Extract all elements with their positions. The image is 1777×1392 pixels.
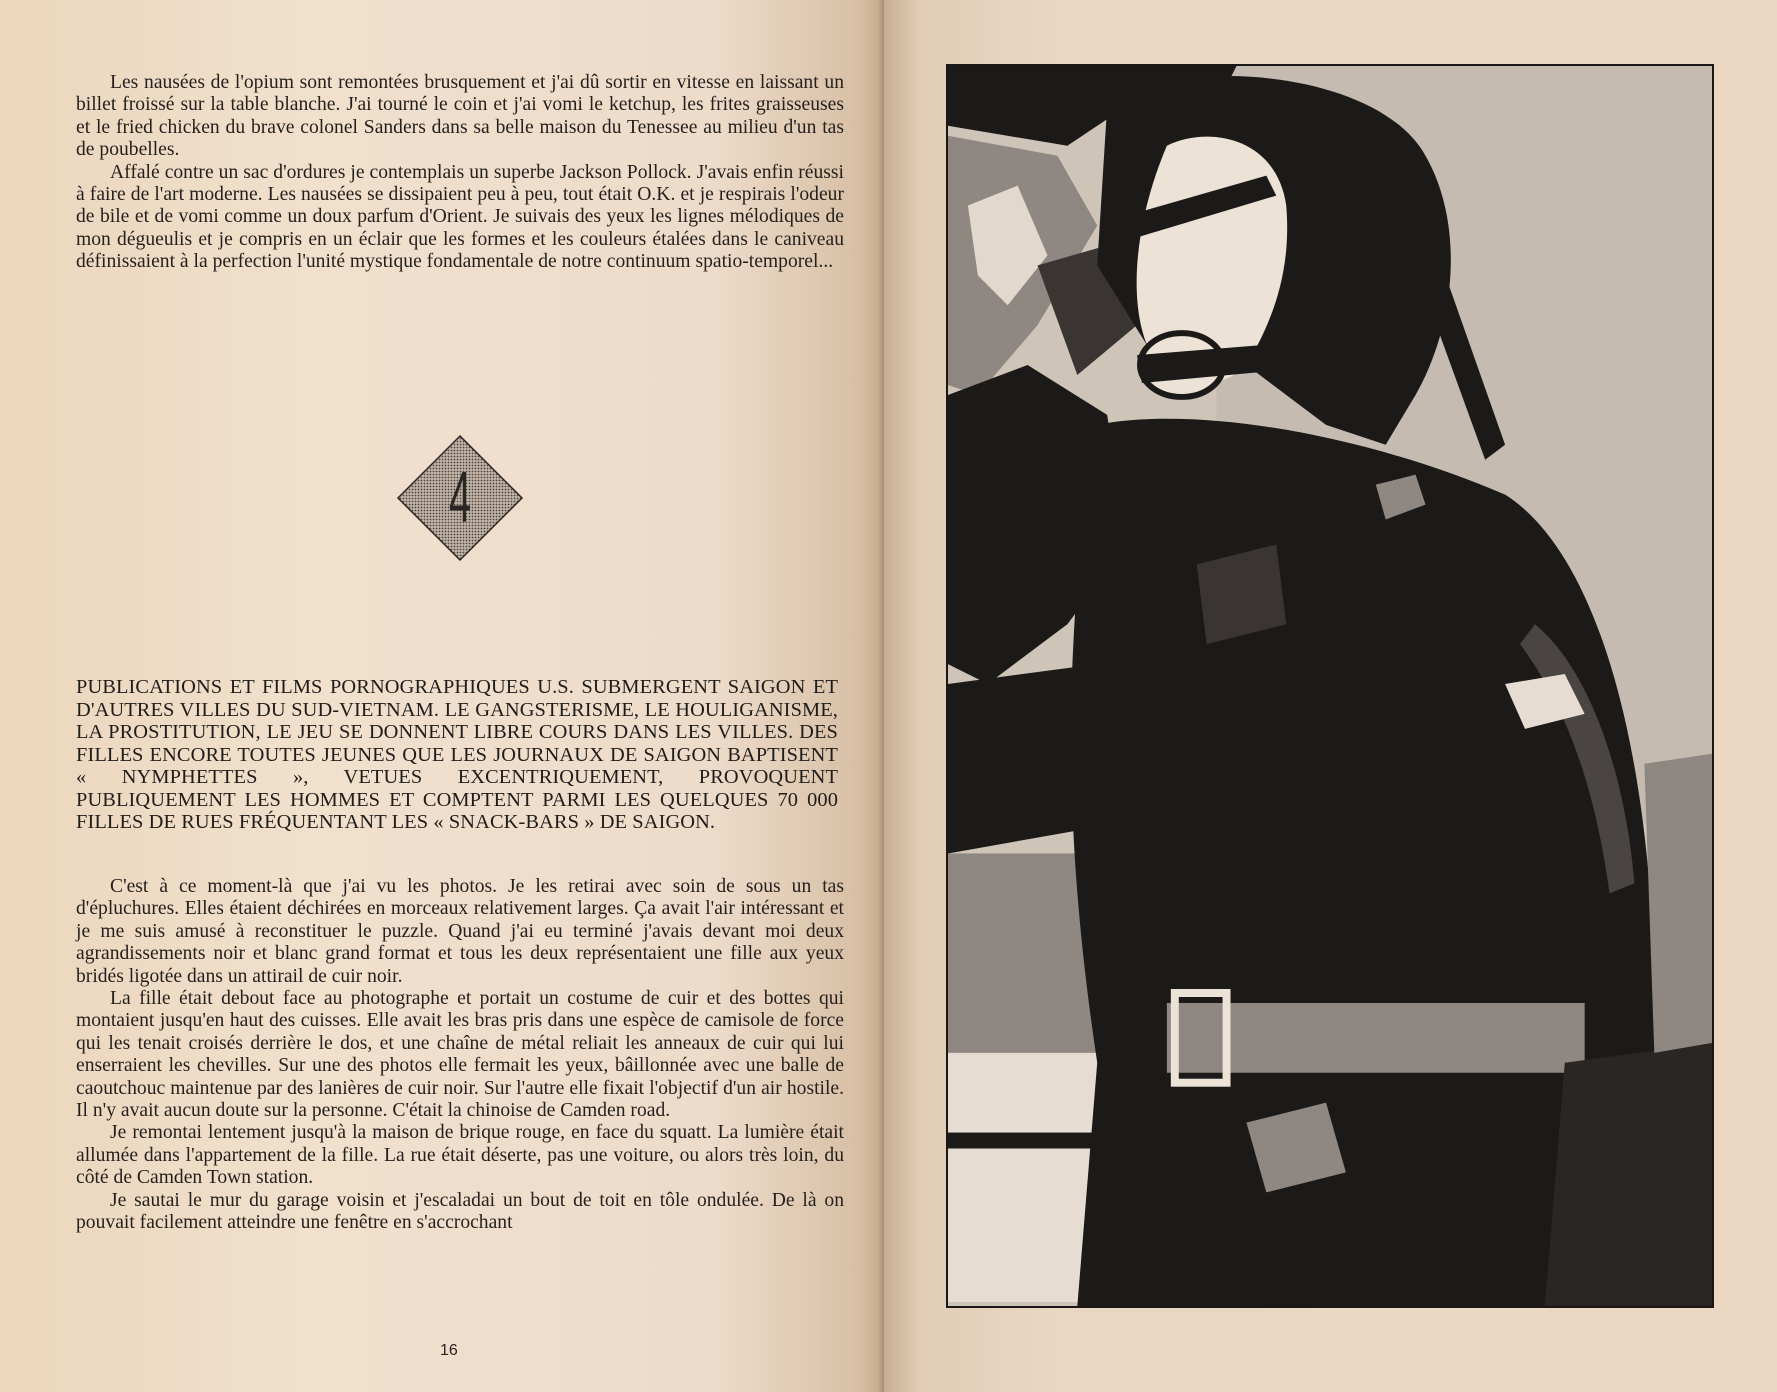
left-page [0,0,884,1392]
opening-text [76,72,844,274]
epigraph-text: PUBLICATIONS ET FILMS PORNOGRAPHIQUES U.S. SUBMERGENT SAIGON ET D'AUTRES VILLES DU SUD-VIETNAM. LE GANGSTERISME, LE HOULIGANISME, LA PROSTITUTION, LE JEU SE DONNENT LIBRE COURS DANS LES VILLES. DES FILLES ENCORE TOUTES JEUNES QUE LES JOURNAUX DE SAIGON BAPTISENT « NYMPHETTES », VETUES EXCENTRIQUEMENT, PROVOQUENT PUBLIQUEMENT LES HOMMES ET COMPTENT PARMI LES QUELQUES 70 000 FILLES DE RUES FRÉQUENTANT LES « SNACK-BARS » DE SAIGON. [76,676,838,833]
paragraph: Les nausées de l'opium sont remontées brusquement et j'ai dû sortir en vitesse en laissant un billet froissé sur la table blanche. J'ai tourné le coin et j'ai vomi le ketchup, les frites graisseuses et le fried chicken du brave colonel Sanders dans sa belle maison du Tenessee au milieu d'un tas de poubelles. [76,72,844,161]
illustration-image [948,66,1712,1306]
paragraph: C'est à ce moment-là que j'ai vu les photos. Je les retirai avec soin de sous un tas d'épluchures. Elles étaient déchirées en morceaux relativement larges. Ça avait l'air intéressant et je me suis amusé à reconstituer le puzzle. Quand j'ai eu terminé j'avais devant moi deux agrandissements noir et blanc grand format et tous les deux représentaient une fille aux yeux bridés ligotée dans un attirail de cuir noir. [76,876,844,987]
chapter-number: 4 [448,458,472,538]
paragraph: Je sautai le mur du garage voisin et j'escaladai un bout de toit en tôle ondulée. De là on pouvait facilement atteindre une fenêtre en s'accrochant [76,1189,844,1234]
body-text [76,876,844,1235]
chapter-number-diamond [396,434,524,562]
paragraph: La fille était debout face au photographe et portait un costume de cuir et des bottes qui montaient jusqu'en haut des cuisses. Elle avait les bras pris dans une espèce de camisole de force qui les tenait croisés derrière le dos, et une chaîne de métal reliait les anneaux de cuir qui lui enserraient les chevilles. Sur une des photos elle fermait les yeux, bâillonnée avec une balle de caoutchouc maintenue par des lanières de cuir noir. Sur l'autre elle fixait l'objectif d'un air hostile. Il n'y avait aucun doute sur la personne. C'était la chinoise de Camden road. [76,988,844,1122]
epigraph [76,676,838,834]
paragraph: Affalé contre un sac d'ordures je contemplais un superbe Jackson Pollock. J'avais enfin réussi à faire de l'art moderne. Les nausées se dissipaient peu à peu, tout était O.K. et je respirais l'odeur de bile et de vomi comme un doux parfum d'Orient. Je suivais des yeux les lignes mélodiques de mon dégueulis et je compris en un éclair que les formes et les couleurs étalées dans le caniveau définissaient à la perfection l'unité mystique fondamentale de notre continuum spatio-temporel... [76,161,844,273]
illustration-bound-woman [946,64,1714,1308]
paragraph: Je remontai lentement jusqu'à la maison de brique rouge, en face du squatt. La lumière était allumée dans l'appartement de la fille. La rue était déserte, pas une voiture, ou alors très loin, du côté de Camden Town station. [76,1122,844,1189]
page-number: 16 [440,1342,458,1359]
